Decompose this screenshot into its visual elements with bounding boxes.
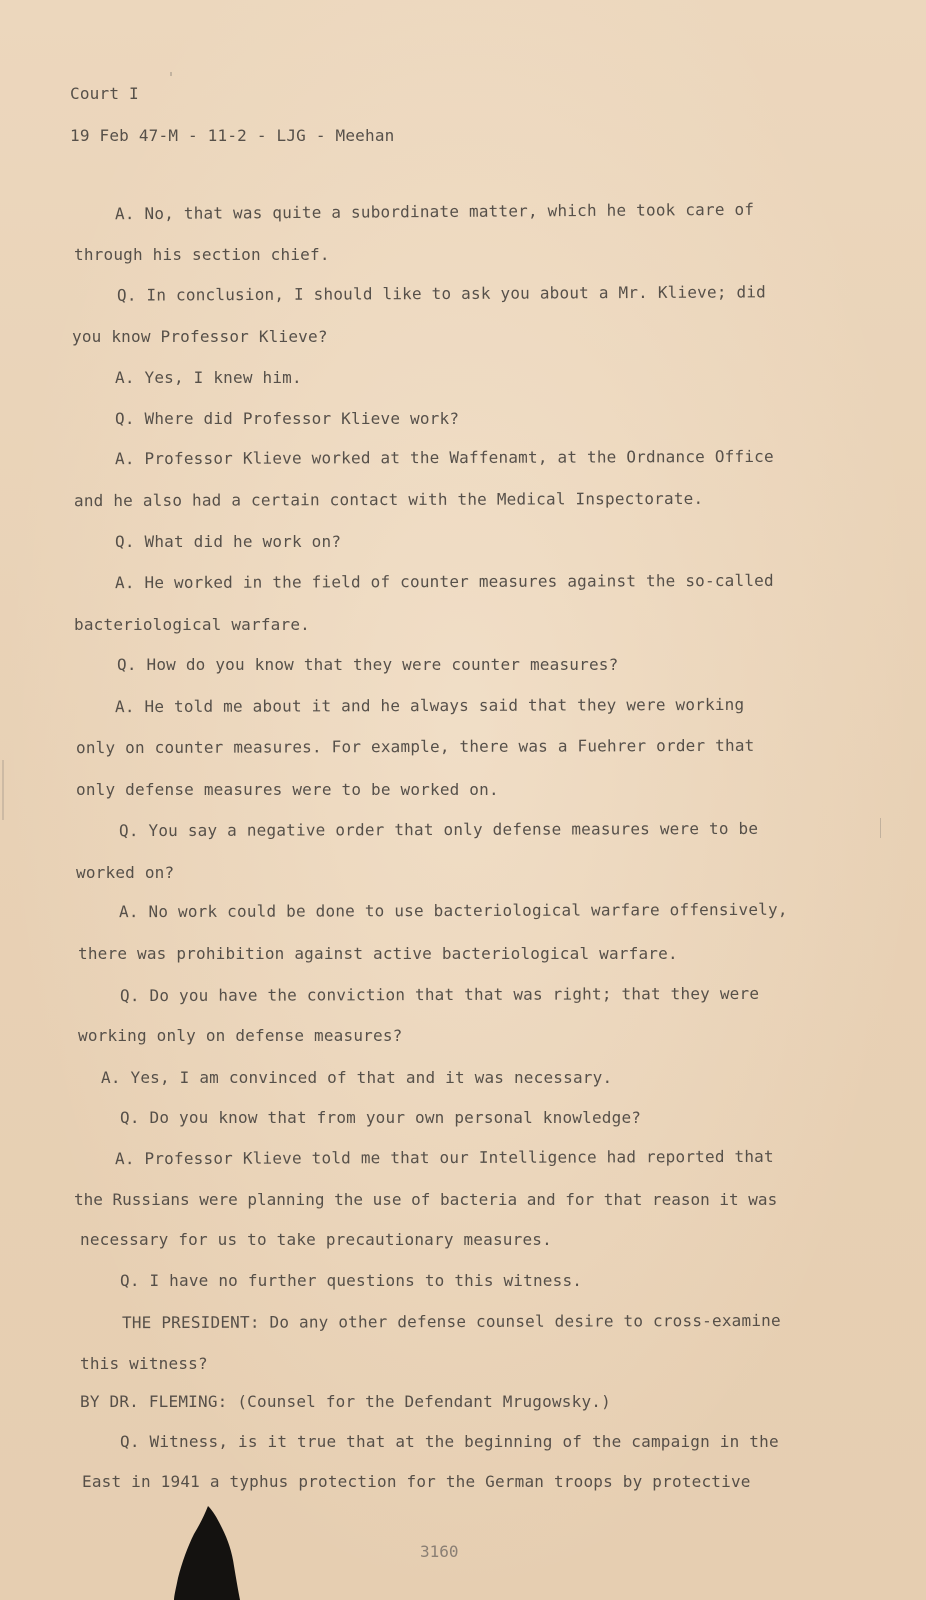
paper-mark [170, 72, 172, 76]
paper-mark [2, 760, 4, 820]
transcript-line: A. No, that was quite a subordinate matter, which he took care of [114, 199, 755, 224]
transcript-line: A. Professor Klieve worked at the Waffenamt, at the Ordnance Office [114, 446, 774, 469]
transcript-line: A. No work could be done to use bacteriological warfare offensively, [118, 899, 788, 922]
session-heading: 19 Feb 47-M - 11-2 - LJG - Meehan [70, 126, 395, 145]
transcript-line: bacteriological warfare. [74, 615, 310, 634]
transcript-line: and he also had a certain contact with the Medical Inspectorate. [73, 488, 704, 511]
transcript-line: Q. You say a negative order that only defense measures were to be [118, 818, 759, 841]
transcript-line: East in 1941 a typhus protection for the German troops by protective [82, 1472, 751, 1491]
transcript-line: through his section chief. [74, 245, 330, 264]
transcript-line: you know Professor Klieve? [72, 327, 328, 346]
transcript-line: only defense measures were to be worked on. [76, 780, 499, 799]
court-heading: Court I [70, 84, 139, 103]
transcript-line: A. Professor Klieve told me that our Intelligence had reported that [114, 1146, 774, 1169]
transcript-line: Q. Witness, is it true that at the beginning of the campaign in the [120, 1432, 779, 1451]
transcript-line: this witness? [80, 1354, 208, 1373]
transcript-line: A. Yes, I am convinced of that and it was necessary. [101, 1068, 613, 1087]
transcript-line: working only on defense measures? [78, 1026, 403, 1045]
transcript-line: Q. Where did Professor Klieve work? [115, 409, 460, 428]
transcript-line: Q. How do you know that they were counter measures? [117, 655, 619, 674]
transcript-line: THE PRESIDENT: Do any other defense counsel desire to cross-examine [121, 1310, 781, 1333]
transcript-line: Q. What did he work on? [115, 532, 342, 551]
transcript-line: only on counter measures. For example, there was a Fuehrer order that [75, 735, 755, 758]
page-number: 3160 [420, 1542, 459, 1561]
transcript-line: Q. Do you have the conviction that that was right; that they were [119, 983, 760, 1006]
transcript-line: necessary for us to take precautionary measures. [80, 1230, 552, 1249]
transcript-line: A. He worked in the field of counter measures against the so-called [114, 570, 774, 593]
transcript-line: A. He told me about it and he always said that they were working [114, 694, 745, 717]
transcript-line: there was prohibition against active bacteriological warfare. [78, 944, 678, 963]
transcript-line: Q. I have no further questions to this witness. [120, 1271, 583, 1290]
transcript-line: the Russians were planning the use of bacteria and for that reason it was [74, 1190, 778, 1209]
transcript-line: Q. Do you know that from your own personal knowledge? [120, 1108, 642, 1127]
transcript-line: BY DR. FLEMING: (Counsel for the Defendant Mrugowsky.) [80, 1392, 611, 1411]
paper-mark [880, 818, 881, 838]
transcript-line: worked on? [76, 863, 175, 882]
transcript-line: A. Yes, I knew him. [115, 368, 302, 387]
transcript-line: Q. In conclusion, I should like to ask you about a Mr. Klieve; did [116, 282, 767, 305]
